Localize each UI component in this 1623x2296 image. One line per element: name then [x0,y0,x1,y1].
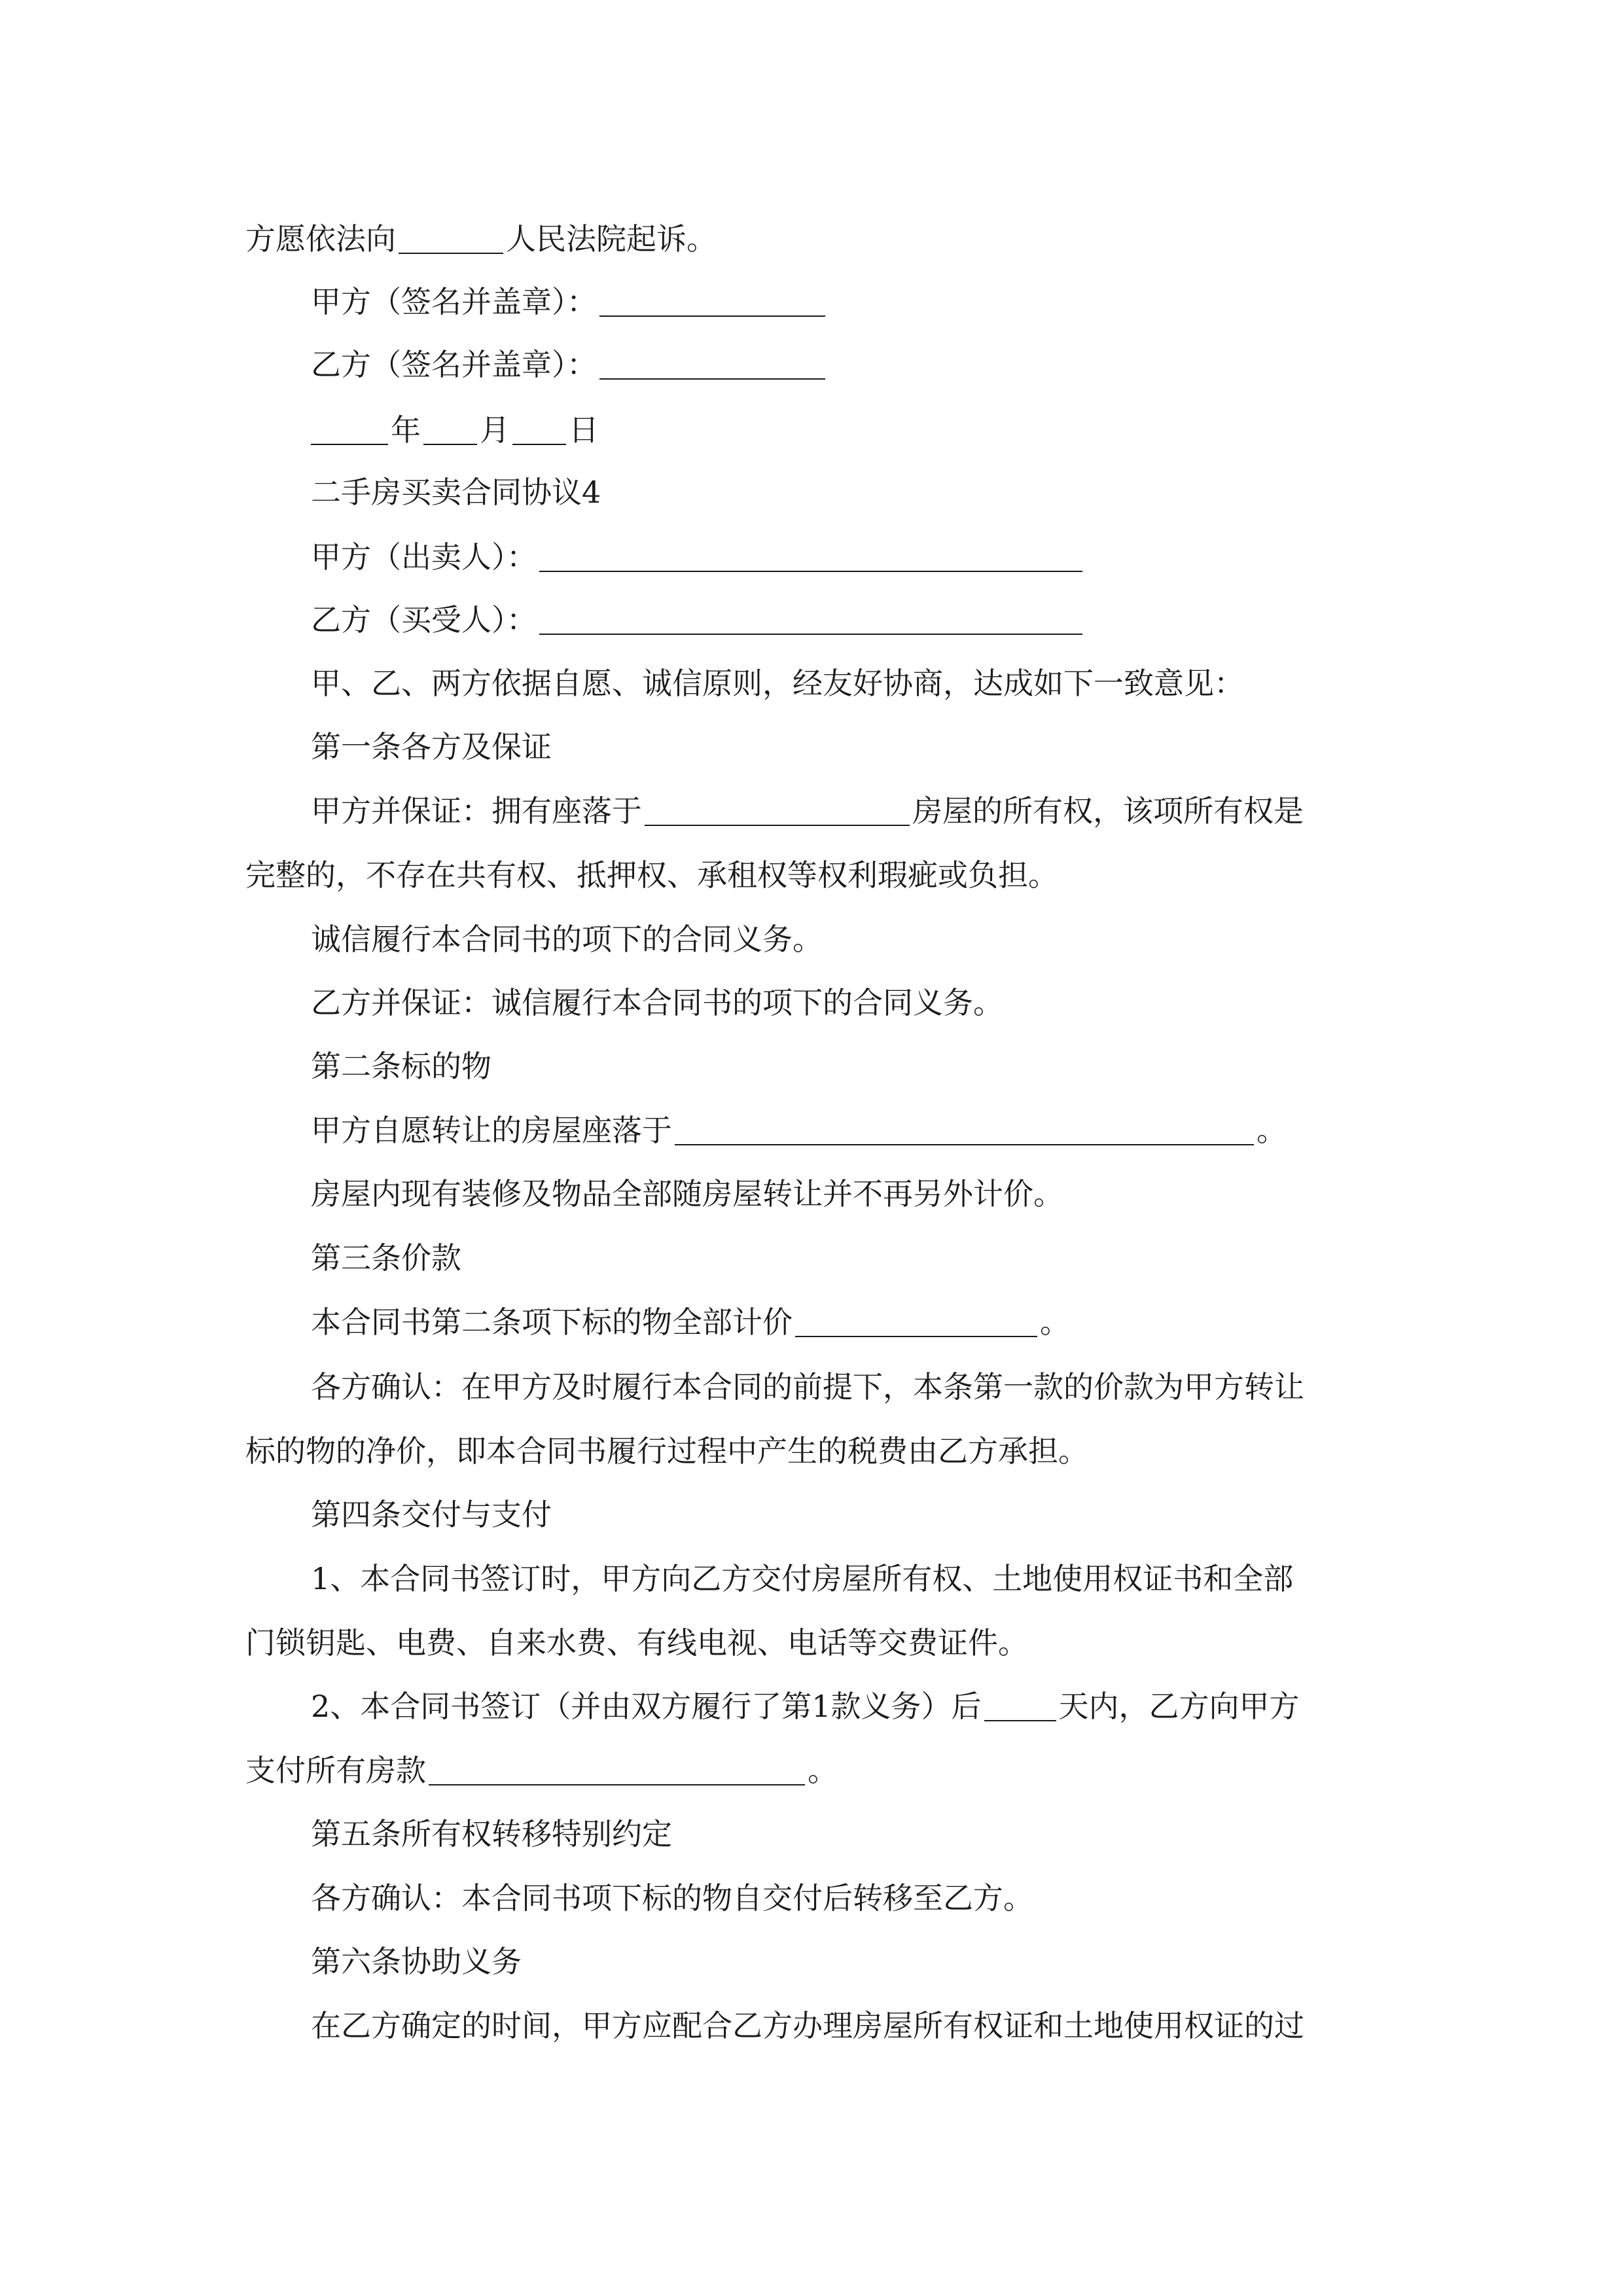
text-segment: 第二条标的物 [311,1049,491,1084]
text-segment: 完整的，不存在共有权、抵押权、承租权等权利瑕疵或负担。 [245,857,1058,893]
signature-blank[interactable] [599,285,825,317]
text-segment: 支付所有房款 [245,1753,426,1788]
blank-field[interactable] [399,223,503,254]
text-segment: 甲、乙、两方依据自愿、诚信原则，经友好协商，达成如下一致意见： [311,666,1244,701]
text-line [311,1867,1381,1916]
text-line [311,1995,1381,2041]
signature-blank[interactable] [599,348,825,380]
text-line [311,1291,1381,1340]
year-label: 年 [391,412,421,448]
text-segment: 甲方并保证：拥有座落于 [311,793,642,829]
text-line [311,271,1381,317]
text-segment: 甲方（签名并盖章）： [311,284,597,319]
text-segment: 第六条协助义务 [311,1944,522,1979]
days-blank[interactable] [984,1690,1056,1721]
location-blank[interactable] [675,1114,1254,1145]
text-segment: 诚信履行本合同书的项下的合同义务。 [311,922,823,957]
text-line [311,1100,1381,1148]
seller-blank[interactable] [539,541,1082,572]
text-segment: 1、本合同书签订时，甲方向乙方交付房屋所有权、土地使用权证书和全部 [311,1561,1294,1596]
text-line [311,908,1381,957]
text-line [311,1548,1381,1594]
text-line [311,780,1381,829]
text-line [311,972,1381,1018]
text-line [311,589,1381,635]
text-segment: 人民法院起诉。 [506,221,717,257]
section-heading [311,461,1381,510]
text-line [245,844,1381,893]
text-segment: 乙方（签名并盖章）： [311,347,597,382]
text-line [311,526,1381,575]
text-line [245,1612,1381,1658]
text-segment: 第一条各方及保证 [311,729,552,764]
text-segment: 标的物的净价，即本合同书履行过程中产生的税费由乙方承担。 [245,1433,1088,1469]
text-line [311,334,1381,380]
text-line [311,1356,1381,1405]
article-heading [311,1227,1381,1276]
text-segment: 第三条价款 [311,1240,461,1276]
text-segment: 。 [1040,1304,1070,1340]
article-heading [311,1931,1381,1977]
text-line [311,1163,1381,1209]
text-segment: 本合同书第二条项下标的物全部计价 [311,1304,793,1340]
text-segment: 在乙方确定的时间，甲方应配合乙方办理房屋所有权证和土地使用权证的过 [311,2008,1304,2043]
text-segment: 各方确认：本合同书项下标的物自交付后转移至乙方。 [311,1880,1033,1916]
text-segment: 二手房买卖合同协议4 [311,475,601,510]
article-heading [311,716,1381,762]
year-blank[interactable] [311,414,388,445]
text-segment: 方愿依法向 [245,221,396,257]
text-line [245,208,1381,257]
month-label: 月 [480,412,510,448]
day-blank[interactable] [512,414,566,445]
payment-blank[interactable] [429,1754,805,1785]
text-segment: 房屋内现有装修及物品全部随房屋转让并不再另外计价。 [311,1176,1063,1211]
day-label: 日 [569,412,599,448]
article-heading [311,1484,1381,1530]
text-segment: 2、本合同书签订（并由双方履行了第1款义务）后 [311,1689,982,1724]
text-line [245,1420,1381,1469]
text-segment: 。 [1257,1113,1287,1148]
text-segment: 房屋的所有权，该项所有权是 [912,793,1304,829]
article-heading [311,1035,1381,1084]
month-blank[interactable] [423,414,477,445]
article-heading [311,1803,1381,1852]
text-line [245,1740,1381,1788]
text-segment: 第五条所有权转移特别约定 [311,1816,672,1852]
price-blank[interactable] [795,1306,1037,1337]
text-segment: 。 [808,1753,838,1788]
location-blank[interactable] [645,795,910,826]
buyer-blank[interactable] [539,603,1082,635]
text-line [311,653,1381,701]
text-segment: 乙方（买受人）： [311,602,537,637]
text-line [311,1676,1381,1724]
text-segment: 各方确认：在甲方及时履行本合同的前提下，本条第一款的价款为甲方转让 [311,1369,1304,1405]
text-segment: 甲方自愿转让的房屋座落于 [311,1113,672,1148]
text-segment: 门锁钥匙、电费、自来水费、有线电视、电话等交费证件。 [245,1625,1028,1660]
text-segment: 乙方并保证：诚信履行本合同书的项下的合同义务。 [311,985,1003,1020]
text-segment: 第四条交付与支付 [311,1497,552,1532]
text-segment: 甲方（出卖人）： [311,539,537,575]
text-segment: 天内，乙方向甲方 [1058,1689,1300,1724]
date-line [311,399,1381,448]
